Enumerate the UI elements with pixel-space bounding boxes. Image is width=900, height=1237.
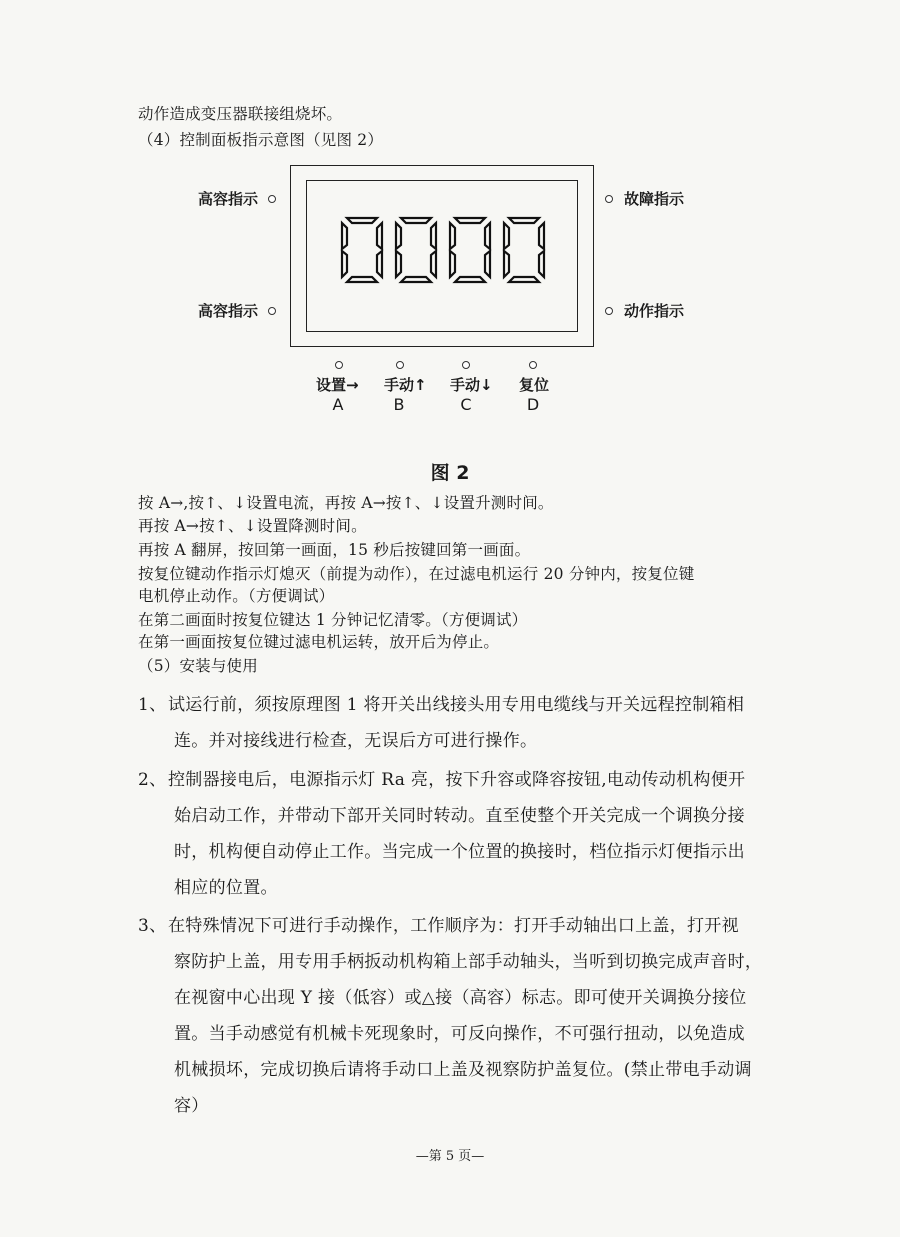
display-segment <box>450 223 455 249</box>
list-line: 始启动工作，并带动下部开关同时转动。直至使整个开关完成一个调换分接 <box>174 806 745 826</box>
display-segment <box>539 251 544 277</box>
display-segment <box>509 218 539 223</box>
display-segment <box>401 277 431 282</box>
display-segment <box>455 277 485 282</box>
list-line: 控制器接电后，电源指示灯 Ra 亮，按下升容或降容按钮,电动传动机构便开 <box>168 770 746 790</box>
text-line: 动作造成变压器联接组烧坏。 <box>138 105 343 123</box>
button-b-icon[interactable] <box>396 361 404 369</box>
list-line: 在视窗中心出现 Y 接（低容）或△接（高容）标志。即可使开关调换分接位 <box>174 988 747 1008</box>
button-a-icon[interactable] <box>335 361 343 369</box>
display-segment <box>455 218 485 223</box>
indicator-lamp-icon <box>605 307 613 315</box>
seven-segment-display <box>338 216 548 284</box>
list-number: 1、 <box>138 695 167 715</box>
indicator-lamp-icon <box>268 195 276 203</box>
list-line: 相应的位置。 <box>174 878 278 898</box>
list-number: 2、 <box>138 770 167 790</box>
display-segment <box>539 223 544 249</box>
button-a-label: 设置→ <box>316 376 359 394</box>
list-line: 察防护上盖，用专用手柄扳动机构箱上部手动轴头，当听到切换完成声音时， <box>174 952 763 972</box>
display-segment <box>401 218 431 223</box>
high-capacity-indicator-label-top: 高容指示 <box>198 190 259 208</box>
list-line: 置。当手动感觉有机械卡死现象时，可反向操作，不可强行扭动，以免造成 <box>174 1024 745 1044</box>
instruction-line: 按复位键动作指示灯熄灭（前提为动作），在过滤电机运行 20 分钟内，按复位键 <box>138 565 695 583</box>
display-segment <box>450 251 455 277</box>
list-line: 试运行前，须按原理图 1 将开关出线接头用专用电缆线与开关远程控制箱相 <box>168 695 745 715</box>
display-segment <box>485 223 490 249</box>
display-segment <box>347 218 377 223</box>
instruction-line: 按 A→,按↑、↓设置电流，再按 A→按↑、↓设置升测时间。 <box>138 494 554 512</box>
display-segment <box>347 277 377 282</box>
instruction-line: 在第一画面按复位键过滤电机运转，放开后为停止。 <box>138 633 500 651</box>
list-line: 连。并对接线进行检查，无误后方可进行操作。 <box>174 731 538 751</box>
button-d-label: 复位 <box>519 376 550 394</box>
list-line: 在特殊情况下可进行手动操作，工作顺序为：打开手动轴出口上盖，打开视 <box>168 916 739 936</box>
display-segment <box>342 251 347 277</box>
action-indicator-label: 动作指示 <box>624 302 685 320</box>
list-line: 机械损坏，完成切换后请将手动口上盖及视察防护盖复位。(禁止带电手动调 <box>174 1060 752 1080</box>
list-number: 3、 <box>138 916 167 936</box>
display-segment <box>377 251 382 277</box>
button-d-icon[interactable] <box>529 361 537 369</box>
display-segment <box>504 251 509 277</box>
figure-caption: 图 2 <box>430 462 470 484</box>
button-c-letter: C <box>460 395 472 414</box>
instruction-line: 电机停止动作。（方便调试） <box>138 587 335 605</box>
indicator-lamp-icon <box>605 195 613 203</box>
section-heading: （4）控制面板指示意图（见图 2） <box>138 131 384 149</box>
button-d-letter: D <box>526 395 540 414</box>
display-segment <box>377 223 382 249</box>
button-b-letter: B <box>393 395 405 414</box>
section-heading: （5）安装与使用 <box>138 657 258 675</box>
button-a-letter: A <box>332 395 344 414</box>
display-segment <box>431 223 436 249</box>
list-line: 时，机构便自动停止工作。当完成一个位置的换接时，档位指示灯便指示出 <box>174 842 745 862</box>
display-segment <box>396 251 401 277</box>
high-capacity-indicator-label-bottom: 高容指示 <box>198 302 259 320</box>
fault-indicator-label: 故障指示 <box>624 190 685 208</box>
display-segment <box>396 223 401 249</box>
display-segment <box>504 223 509 249</box>
display-segment <box>485 251 490 277</box>
button-b-label: 手动↑ <box>384 376 427 394</box>
instruction-line: 再按 A→按↑、↓设置降测时间。 <box>138 517 367 535</box>
display-segment <box>342 223 347 249</box>
instruction-line: 再按 A 翻屏，按回第一画面，15 秒后按键回第一画面。 <box>138 541 531 559</box>
display-segment <box>509 277 539 282</box>
instruction-line: 在第二画面时按复位键达 1 分钟记忆清零。（方便调试） <box>138 611 528 629</box>
button-c-label: 手动↓ <box>450 376 493 394</box>
page-number: —第 5 页— <box>415 1149 485 1164</box>
list-line: 容） <box>174 1096 209 1116</box>
display-segment <box>431 251 436 277</box>
indicator-lamp-icon <box>268 307 276 315</box>
button-c-icon[interactable] <box>462 361 470 369</box>
